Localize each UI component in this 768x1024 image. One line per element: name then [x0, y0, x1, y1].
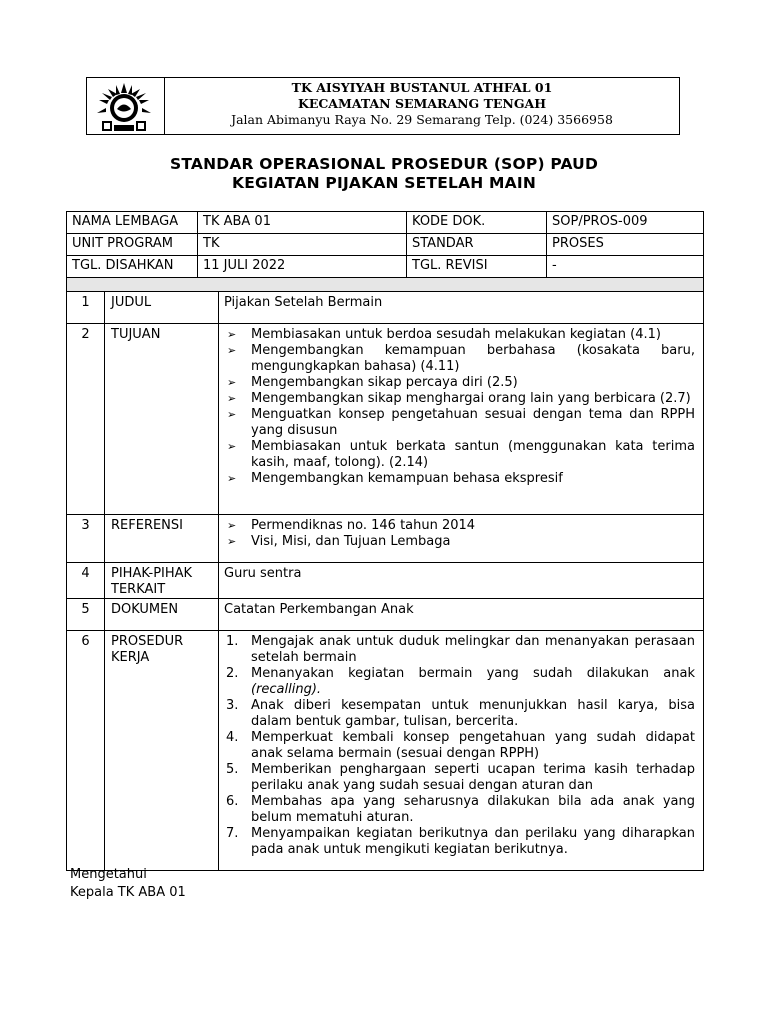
sop-row-tujuan: [67, 324, 704, 515]
list-number: 1.: [226, 634, 239, 649]
row-label-line: PIHAK-PIHAK: [111, 566, 193, 581]
list-text: Memberikan penghargaan seperti ucapan terima kasih terhadap perilaku anak yang sudah sesuai dengan aturan dan: [251, 762, 695, 793]
list-item: [224, 698, 695, 730]
list-text: Anak diberi kesempatan untuk menunjukkan hasil karya, bisa dalam bentuk gambar, tulisan, bercerita.: [251, 698, 695, 729]
signature-block: [70, 866, 186, 902]
muhammadiyah-sun-logo-icon: [94, 81, 154, 133]
info-label: TGL. DISAHKAN: [67, 256, 198, 278]
letterhead: [86, 77, 680, 135]
document-info-table: [66, 211, 704, 278]
row-label: DOKUMEN: [105, 599, 219, 631]
list-item: [224, 666, 695, 698]
list-number: 5.: [226, 762, 239, 777]
row-content: [219, 631, 704, 871]
sop-row-dokumen: [67, 599, 704, 631]
principal-title: Kepala TK ABA 01: [70, 885, 186, 900]
row-content: [219, 515, 704, 563]
list-item: [224, 762, 695, 794]
row-number: 4: [67, 563, 105, 599]
row-content: [219, 324, 704, 515]
info-value: 11 JULI 2022: [198, 256, 407, 278]
list-text: Memperkuat kembali konsep pengetahuan yang sudah didapat anak selama bermain (sesuai dengan RPPH): [251, 730, 695, 761]
info-value: TK ABA 01: [198, 212, 407, 234]
list-text: Menanyakan kegiatan bermain yang sudah dilakukan anak: [251, 666, 695, 681]
info-value: SOP/PROS-009: [547, 212, 704, 234]
org-district: KECAMATAN SEMARANG TENGAH: [297, 96, 547, 111]
title-line-2: KEGIATAN PIJAKAN SETELAH MAIN: [232, 174, 536, 192]
row-content: Pijakan Setelah Bermain: [219, 292, 704, 324]
list-number: 6.: [226, 794, 239, 809]
info-label: UNIT PROGRAM: [67, 234, 198, 256]
list-item: ➢ Mengembangkan sikap percaya diri (2.5): [224, 375, 695, 391]
tujuan-list: [224, 327, 695, 487]
sop-content-table: [66, 291, 704, 871]
info-row: [67, 212, 704, 234]
acknowledged-label: Mengetahui: [70, 867, 147, 882]
info-value: TK: [198, 234, 407, 256]
org-name: TK AISYIYAH BUSTANUL ATHFAL 01: [291, 80, 553, 95]
list-number: 3.: [226, 698, 239, 713]
title-line-1: STANDAR OPERASIONAL PROSEDUR (SOP) PAUD: [169, 155, 599, 173]
list-item: ➢ Visi, Misi, dan Tujuan Lembaga: [224, 534, 695, 550]
document-title: [0, 155, 768, 193]
row-label-line: KERJA: [111, 650, 150, 665]
row-number: 6: [67, 631, 105, 871]
row-label: TUJUAN: [105, 324, 219, 515]
row-content: Guru sentra: [219, 563, 704, 599]
sop-row-referensi: [67, 515, 704, 563]
info-row: [67, 256, 704, 278]
list-number: 2.: [226, 666, 239, 681]
row-number: 3: [67, 515, 105, 563]
row-number: 5: [67, 599, 105, 631]
list-text: Menyampaikan kegiatan berikutnya dan perilaku yang diharapkan pada anak untuk mengikuti kegiatan berikutnya.: [251, 826, 695, 857]
list-item: ➢ Membiasakan untuk berkata santun (menggunakan kata terima kasih, maaf, tolong). (2.14): [224, 439, 695, 471]
list-number: 7.: [226, 826, 239, 841]
row-label: [105, 563, 219, 599]
row-number: 1: [67, 292, 105, 324]
list-item: [224, 794, 695, 826]
row-label-line: TERKAIT: [111, 582, 166, 597]
list-item: ➢ Permendiknas no. 146 tahun 2014: [224, 518, 695, 534]
row-content: Catatan Perkembangan Anak: [219, 599, 704, 631]
list-item: ➢ Menguatkan konsep pengetahuan sesuai dengan tema dan RPPH yang disusun: [224, 407, 695, 439]
org-address: Jalan Abimanyu Raya No. 29 Semarang Telp. (024) 3566958: [231, 112, 613, 127]
info-row: [67, 234, 704, 256]
list-item: [224, 730, 695, 762]
row-number: 2: [67, 324, 105, 515]
info-label: TGL. REVISI: [407, 256, 547, 278]
list-item: ➢ Membiasakan untuk berdoa sesudah melakukan kegiatan (4.1): [224, 327, 695, 343]
list-item: ➢ Mengembangkan kemampuan behasa ekspresif: [224, 471, 695, 487]
info-label: KODE DOK.: [407, 212, 547, 234]
table-divider-strip: [66, 277, 704, 292]
info-label: STANDAR: [407, 234, 547, 256]
sop-row-prosedur: [67, 631, 704, 871]
referensi-list: [224, 518, 695, 550]
sop-row-pihak-terkait: [67, 563, 704, 599]
list-text: Mengajak anak untuk duduk melingkar dan menanyakan perasaan setelah bermain: [251, 634, 695, 665]
info-value: PROSES: [547, 234, 704, 256]
list-text: Membahas apa yang seharusnya dilakukan bila ada anak yang belum mematuhi aturan.: [251, 794, 695, 825]
row-label-line: PROSEDUR: [111, 634, 184, 649]
list-item: ➢ Mengembangkan sikap menghargai orang lain yang berbicara (2.7): [224, 391, 695, 407]
row-label: [105, 631, 219, 871]
sop-row-judul: [67, 292, 704, 324]
list-item: ➢ Mengembangkan kemampuan berbahasa (kosakata baru, mengungkapkan bahasa) (4.11): [224, 343, 695, 375]
list-item: [224, 826, 695, 858]
list-number: 4.: [226, 730, 239, 745]
row-label: JUDUL: [105, 292, 219, 324]
info-value: -: [547, 256, 704, 278]
info-label: NAMA LEMBAGA: [67, 212, 198, 234]
list-text-italic: (recalling).: [251, 682, 322, 697]
letterhead-text: [165, 78, 679, 128]
row-label: REFERENSI: [105, 515, 219, 563]
prosedur-list: [224, 634, 695, 858]
list-item: [224, 634, 695, 666]
